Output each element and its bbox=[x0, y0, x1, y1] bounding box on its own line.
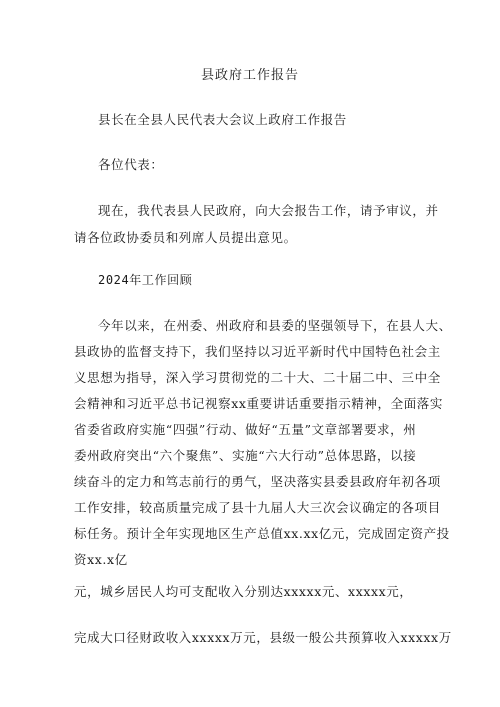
body-line: 义思想为指导，深入学习贯彻党的二十大、二十届二中、三中全 bbox=[74, 370, 441, 385]
body-line: 续奋斗的定力和笃志前行的勇气，坚决落实县委县政府年初各项 bbox=[74, 474, 441, 489]
body-line: 省委省政府实施“四强”行动、做好“五量”文章部署要求，州 bbox=[74, 422, 417, 437]
body-line: 今年以来，在州委、州政府和县委的坚强领导下，在县人大、 bbox=[98, 318, 452, 333]
body-line-continued: 完成大口径财政收入xxxxx万元，县级一般公共预算收入xxxxx万 bbox=[74, 630, 452, 645]
body-line: 标任务。预计全年实现地区生产总值xx.xx亿元，完成固定资产投 bbox=[74, 526, 450, 541]
body-line: 委州政府突出“六个聚焦”、实施“六大行动”总体思路，以接 bbox=[74, 448, 417, 463]
intro-line: 现在，我代表县人民政府，向大会报告工作，请予审议，并 bbox=[98, 203, 439, 218]
intro-line: 请各位政协委员和列席人员提出意见。 bbox=[74, 230, 297, 245]
document-title: 县政府工作报告 bbox=[200, 68, 299, 83]
body-line: 会精神和习近平总书记视察xx重要讲话重要指示精神，全面落实 bbox=[74, 396, 444, 411]
body-line: 县政协的监督支持下，我们坚持以习近平新时代中国特色社会主 bbox=[74, 344, 441, 359]
body-line: 资xx.x亿 bbox=[74, 552, 128, 567]
body-line: 工作安排，较高质量完成了县十九届人大三次会议确定的各项目 bbox=[74, 500, 441, 515]
greeting: 各位代表： bbox=[98, 157, 164, 172]
section-heading: 2024年工作回顾 bbox=[98, 273, 193, 287]
body-line-continued: 元，城乡居民人均可支配收入分别达xxxxx元、xxxxx元， bbox=[74, 584, 413, 599]
document-subtitle: 县长在全县人民代表大会议上政府工作报告 bbox=[98, 112, 347, 127]
